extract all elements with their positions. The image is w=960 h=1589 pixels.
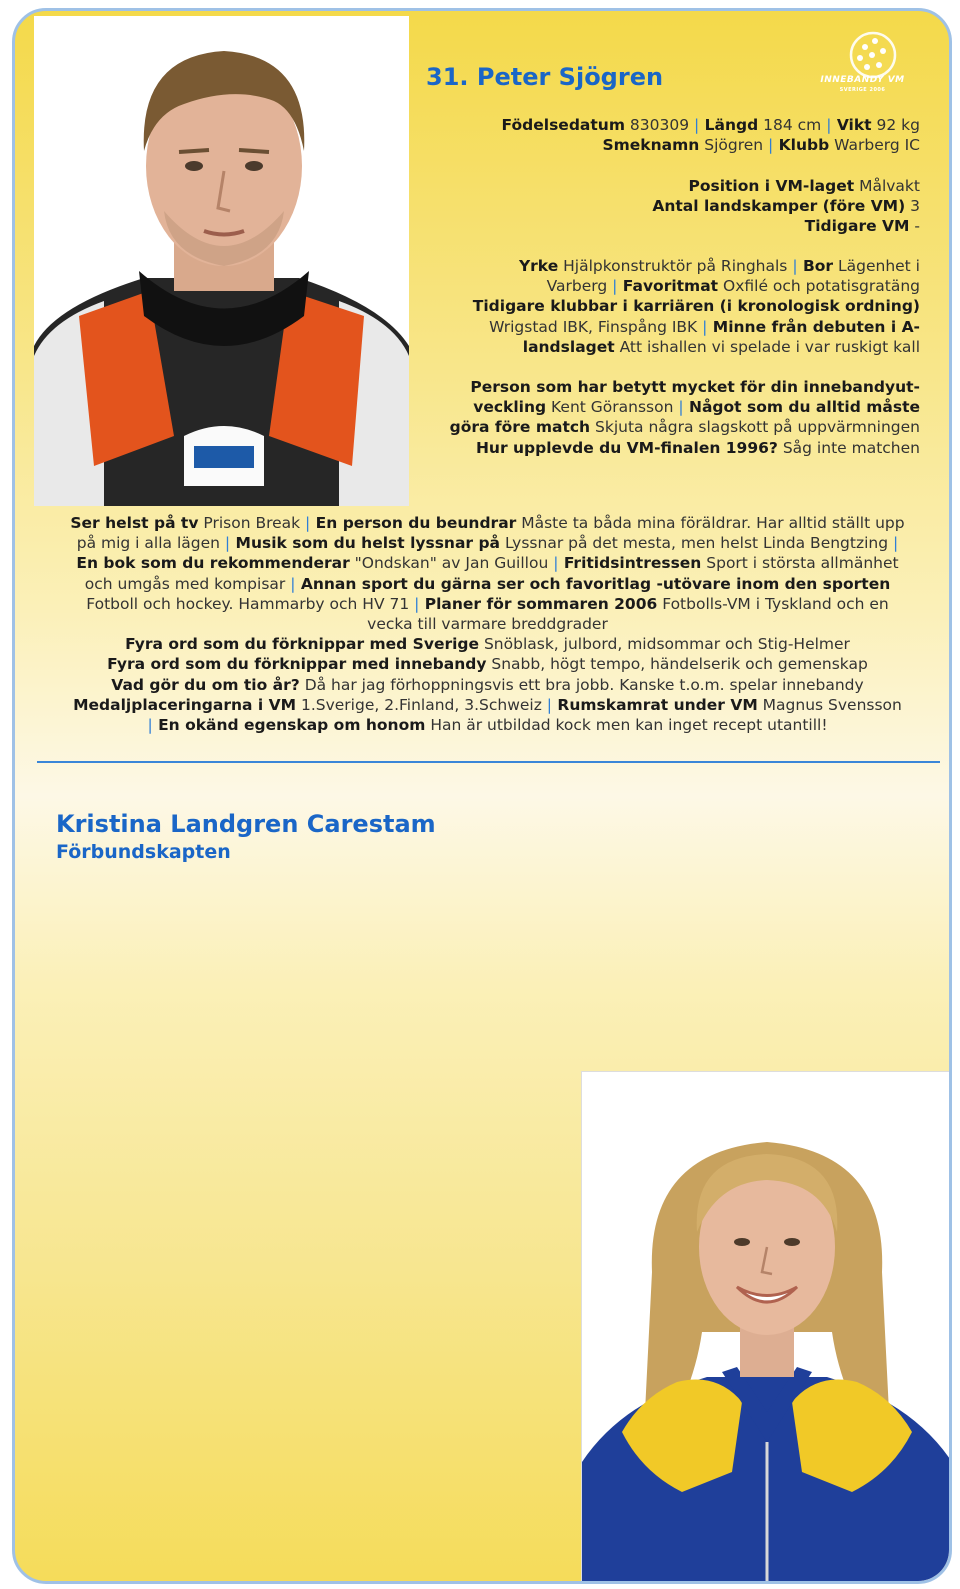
field-label: En person du beundrar	[310, 514, 517, 532]
field-separator: |	[305, 514, 311, 532]
text-line	[502, 115, 920, 135]
field-value: "Ondskan" av Jan Guillou	[349, 554, 554, 573]
field-value: Målvakt	[854, 177, 920, 195]
field-label: Annan sport du gärna ser och favoritlag -utövare inom den sporten	[295, 574, 891, 593]
field-label: Klubb	[773, 136, 830, 155]
field-separator: |	[546, 695, 553, 714]
field-value: Varberg	[546, 277, 613, 296]
field-value: Kent Göransson	[546, 398, 679, 417]
field-value: vecka till varmare breddgrader	[367, 615, 608, 634]
field-label: Favoritmat	[617, 277, 719, 296]
field-label: Antal landskamper (före VM)	[652, 197, 906, 216]
field-label: Person som har betytt mycket för din innebandyut-	[470, 378, 920, 396]
interview-answers	[31, 513, 944, 735]
text-line	[31, 715, 944, 735]
field-value: Lyssnar på det mesta, men helst Linda Bengtzing	[500, 534, 894, 553]
text-line	[31, 553, 944, 573]
text-line	[473, 317, 920, 337]
career-facts	[473, 256, 920, 357]
field-value: 184 cm	[758, 116, 827, 134]
text-line	[473, 276, 920, 296]
field-label: Längd	[699, 116, 759, 134]
text-line	[31, 695, 944, 715]
influence-facts	[450, 377, 920, 458]
field-separator: |	[694, 116, 700, 134]
field-label: göra före match	[449, 418, 591, 437]
field-label: Bor	[797, 257, 834, 275]
coach-portrait-illustration	[582, 1072, 952, 1582]
text-line	[652, 196, 920, 216]
field-value: Oxfilé och potatisgratäng	[718, 277, 920, 296]
field-value: Hjälpkonstruktör på Ringhals	[558, 257, 793, 275]
national-team-facts	[652, 176, 920, 237]
coach-role: Förbundskapten	[56, 841, 231, 863]
field-label: Rumskamrat under VM	[552, 695, 758, 714]
text-line	[450, 377, 920, 397]
field-value: Måste ta båda mina föräldrar. Har alltid ställt upp	[516, 514, 905, 532]
field-separator: |	[702, 317, 708, 336]
field-value: Fotbolls-VM i Tyskland och en	[657, 594, 889, 613]
field-value: Fotboll och hockey. Hammarby och HV 71	[86, 594, 415, 613]
field-label: Vikt	[831, 116, 872, 134]
logo-subtitle: SVERIGE 2006	[839, 87, 886, 93]
field-value: 1.Sverige, 2.Finland, 3.Schweiz	[296, 695, 547, 714]
text-line	[450, 417, 920, 437]
profile-card	[12, 8, 952, 1584]
field-value: -	[909, 217, 920, 236]
field-label: Fritidsintressen	[558, 554, 702, 573]
field-label: Medaljplaceringarna i VM	[73, 695, 297, 714]
text-line	[652, 216, 920, 236]
field-separator: |	[792, 257, 798, 275]
text-line	[31, 675, 944, 695]
field-value: 3	[905, 197, 920, 216]
text-line	[473, 296, 920, 316]
text-line	[473, 256, 920, 276]
text-line	[652, 176, 920, 196]
field-label: Minne från debuten i A-	[707, 317, 920, 336]
coach-name: Kristina Landgren Carestam	[56, 810, 436, 838]
field-value: Sjögren	[699, 136, 769, 155]
field-separator: |	[414, 594, 420, 613]
text-line	[450, 397, 920, 417]
field-label: Hur upplevde du VM-finalen 1996?	[475, 438, 778, 457]
field-label: Position i VM-laget	[688, 177, 855, 195]
field-value: Lägenhet i	[833, 257, 920, 275]
field-value: 92 kg	[871, 116, 920, 134]
field-label: veckling	[473, 398, 547, 417]
field-value: Då har jag förhoppningsvis ett bra jobb. Kanske t.o.m. spelar innebandy	[299, 675, 864, 694]
field-label: Ser helst på tv	[70, 514, 199, 532]
field-label: Tidigare klubbar i karriären (i kronologisk ordning)	[472, 297, 920, 316]
field-value: Snöblask, julbord, midsommar och Stig-Helmer	[479, 635, 850, 654]
section-divider	[37, 761, 940, 763]
field-label: landslaget	[522, 337, 615, 356]
field-separator: |	[290, 574, 296, 593]
field-label: Fyra ord som du förknippar med innebandy	[107, 655, 487, 674]
field-value: Sport i största allmänhet	[701, 554, 899, 573]
field-value: Att ishallen vi spelade i var ruskigt kall	[614, 337, 920, 356]
text-line	[450, 438, 920, 458]
logo-title: INNEBANDY VM	[820, 75, 905, 85]
field-value: på mig i alla lägen	[76, 534, 225, 553]
field-separator: |	[147, 716, 153, 735]
field-label: Födelsedatum	[501, 116, 625, 134]
field-value: Warberg IC	[829, 136, 920, 155]
field-separator: |	[768, 136, 774, 155]
player-portrait-illustration	[34, 16, 409, 506]
field-label: Planer för sommaren 2006	[419, 594, 658, 613]
player-heading: 31. Peter Sjögren	[426, 63, 664, 91]
personal-facts	[502, 115, 920, 155]
coach-photo	[581, 1071, 952, 1582]
text-line	[31, 634, 944, 654]
field-separator: |	[826, 116, 832, 134]
text-line	[473, 337, 920, 357]
text-line	[31, 533, 944, 553]
field-value: och umgås med kompisar	[84, 574, 291, 593]
field-separator: |	[224, 534, 231, 553]
field-value: Magnus Svensson	[757, 695, 902, 714]
field-separator: |	[678, 398, 684, 417]
field-label: Vad gör du om tio år?	[111, 675, 300, 694]
field-label: Musik som du helst lyssnar på	[230, 534, 501, 553]
field-value: Wrigstad IBK, Finspång IBK	[489, 317, 703, 336]
field-value: Han är utbildad kock men kan inget recept utantill!	[425, 716, 828, 735]
field-value: Skjuta några slagskott på uppvärmningen	[590, 418, 920, 437]
field-separator: |	[553, 554, 559, 573]
innebandy-vm-logo	[815, 25, 910, 97]
field-label: En bok som du rekommenderar	[76, 554, 350, 573]
player-photo	[34, 16, 409, 506]
field-value: Prison Break	[198, 514, 306, 532]
text-line	[31, 513, 944, 533]
text-line	[502, 135, 920, 155]
text-line	[31, 614, 944, 634]
field-value: 830309	[624, 116, 694, 134]
text-line	[31, 574, 944, 594]
text-line	[31, 654, 944, 674]
field-label: En okänd egenskap om honom	[152, 716, 426, 735]
field-value: Såg inte matchen	[777, 438, 920, 457]
field-separator: |	[893, 534, 899, 553]
field-label: Smeknamn	[602, 136, 700, 155]
field-separator: |	[612, 277, 618, 296]
field-label: Yrke	[518, 257, 559, 275]
field-label: Något som du alltid måste	[683, 398, 920, 417]
text-line	[31, 594, 944, 614]
field-value: Snabb, högt tempo, händelserik och gemenskap	[486, 655, 868, 674]
field-label: Fyra ord som du förknippar med Sverige	[125, 635, 480, 654]
field-label: Tidigare VM	[804, 217, 910, 236]
